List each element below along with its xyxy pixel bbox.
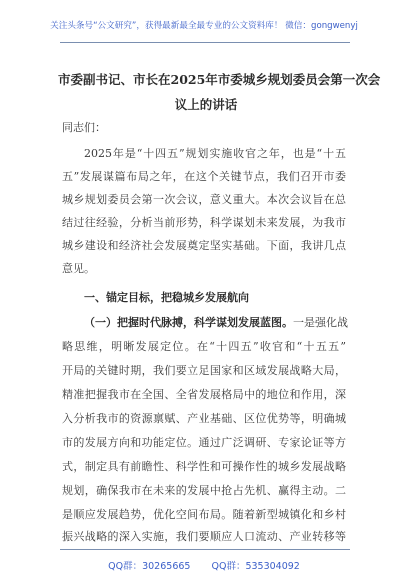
salutation: 同志们： <box>62 121 106 134</box>
intro-line: 城乡建设和经济社会发展奠定坚实基础。下面，我讲几点 <box>62 239 346 252</box>
footer-qq-group-2: QQ群：535304092 <box>211 561 300 572</box>
body-line: 开局的关键时期，我们要立足国家和区域发展战略大局， <box>62 364 346 377</box>
body-line: 入分析我市的资源禀赋、产业基础、区位优势等，明确城 <box>62 412 346 425</box>
subsection-first-line <box>84 316 346 330</box>
body-line: 市的发展方向和功能定位。通过广泛调研、专家论证等方 <box>62 436 346 449</box>
intro-line: 结过往经验，分析当前形势，科学谋划未来发展，为我市 <box>62 216 346 229</box>
body-line: 略思维，明晰发展定位。在“十四五”收官和“十五五” <box>62 340 346 353</box>
body-line: 精准把握我市在全国、全省发展格局中的地位和作用，深 <box>62 388 346 401</box>
document-title-line-2: 议上的讲话 <box>174 97 238 112</box>
footer <box>0 558 408 572</box>
document-title-line-1: 市委副书记、市长在2025年市委城乡规划委员会第一次会 <box>58 72 381 87</box>
subsection-first-line-tail: 一是强化战 <box>293 316 348 329</box>
header-note: 关注头条号“公文研究”，获得最新最全最专业的公文资料库！ 微信：gongwenyj <box>50 21 358 31</box>
body-line: 规划，确保我市在未来的发展中抢占先机、赢得主动。二 <box>62 484 346 497</box>
header-divider <box>60 42 350 43</box>
body-line: 是顺应发展趋势，优化空间布局。随着新型城镇化和乡村 <box>62 508 346 521</box>
section-heading: 一、锚定目标，把稳城乡发展航向 <box>84 291 249 304</box>
intro-line: 意见。 <box>62 262 95 275</box>
intro-line: 2025年是“十四五”规划实施收官之年，也是“十五 <box>84 147 346 160</box>
subsection-heading: （一）把握时代脉搏，科学谋划发展蓝图。 <box>84 316 293 329</box>
body-line: 式，制定具有前瞻性、科学性和可操作性的城乡发展战略 <box>62 460 346 473</box>
footer-qq-group-1: QQ群：30265665 <box>108 561 191 572</box>
body-line: 振兴战略的深入实施，我们要顺应人口流动、产业转移等 <box>62 530 346 543</box>
intro-line: 城乡规划委员会第一次会议，意义重大。本次会议旨在总 <box>62 193 346 206</box>
footer-divider <box>60 549 350 550</box>
intro-line: 五”发展谋篇布局之年，在这个关键节点，我们召开市委 <box>62 170 346 183</box>
